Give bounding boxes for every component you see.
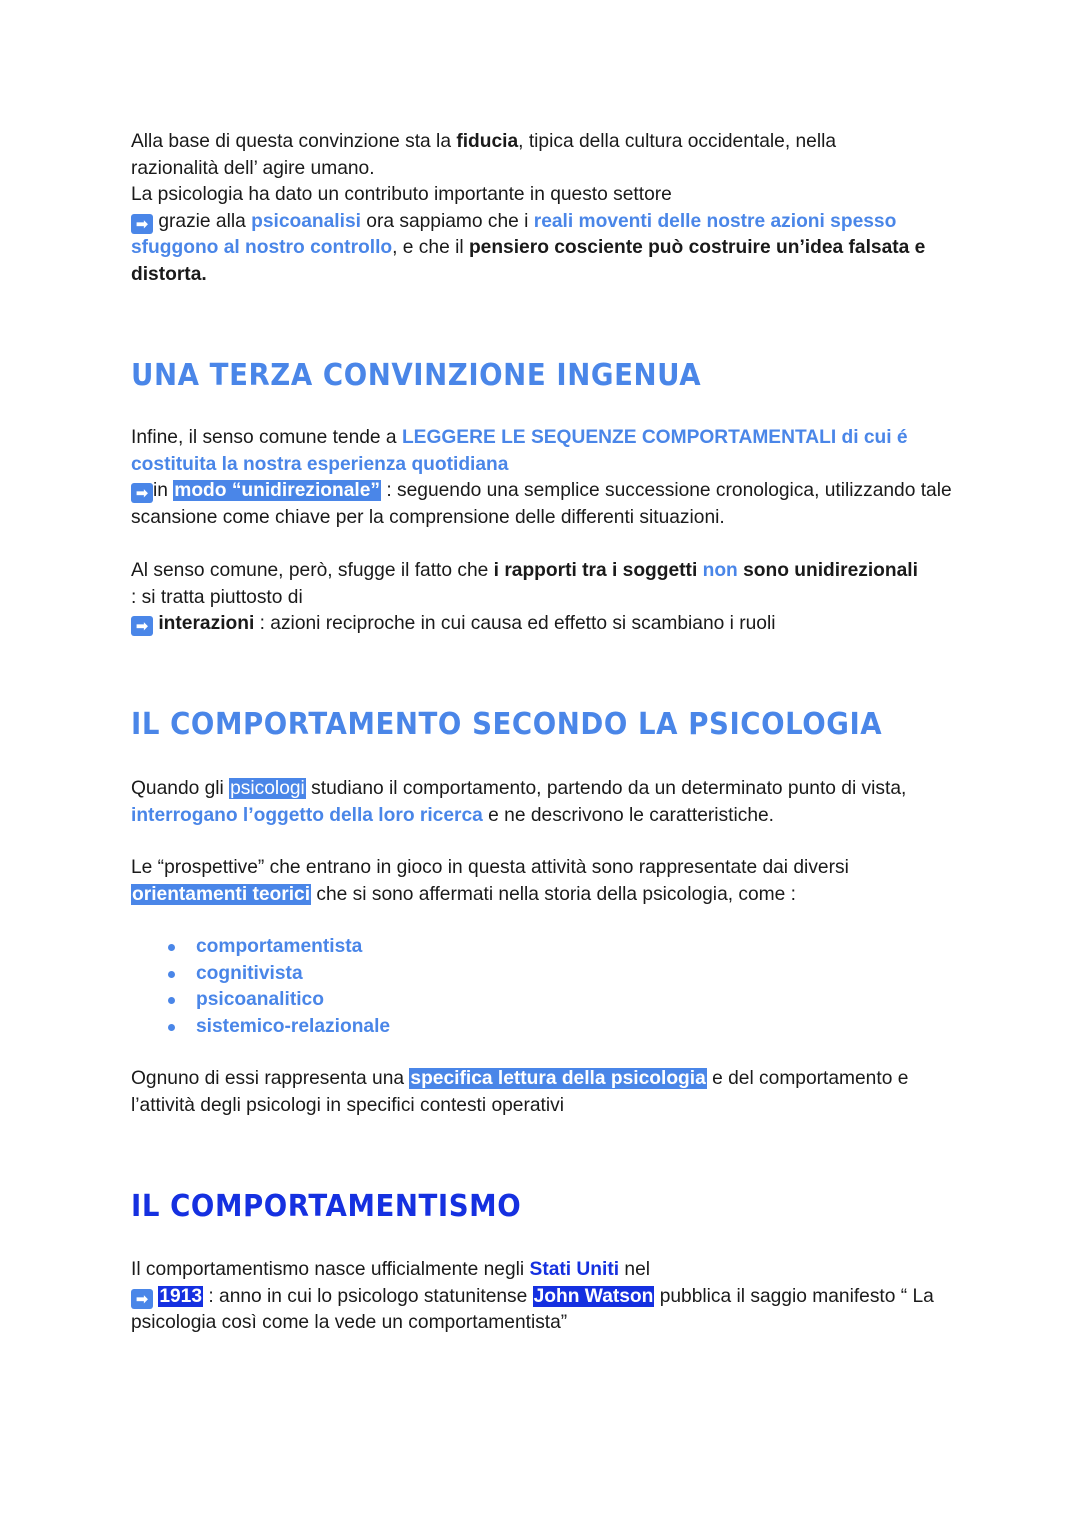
text: : seguendo una semplice successione cronologica, utilizzando tale scansione come chiave per la comprensione delle differenti situazioni.: [131, 480, 952, 528]
section-heading: UNA TERZA CONVINZIONE INGENUA: [131, 358, 702, 393]
text: , tipica della cultura occidentale, nella: [518, 131, 837, 152]
text: , e che il: [392, 237, 469, 258]
text: : azioni reciproche in cui causa ed effetto si scambiano i ruoli: [254, 613, 776, 634]
text: Al senso comune, però, sfugge il fatto che: [131, 560, 494, 581]
orientations-list: [131, 934, 961, 1040]
section-heading: IL COMPORTAMENTISMO: [131, 1189, 522, 1224]
text: : si tratta piuttosto di: [131, 586, 303, 608]
text: La psicologia ha dato un contributo importante in questo settore: [131, 184, 672, 205]
highlight-term: LEGGERE LE SEQUENZE COMPORTAMENTALI di cui é costituita la nostra esperienza quotidiana: [131, 427, 908, 475]
text: e ne descrivono le caratteristiche.: [482, 804, 775, 826]
text: Alla base di questa convinzione sta la: [131, 131, 457, 152]
highlighted-name: John Watson: [533, 1285, 654, 1307]
right-arrow-icon: ➡: [131, 1289, 153, 1309]
text: che si sono affermati nella storia della psicologia, come :: [311, 883, 796, 905]
highlight-term: reali moventi delle nostre azioni spesso sfuggono al nostro controllo: [131, 210, 897, 258]
list-item: cognitivista: [131, 961, 961, 988]
bold-term: fiducia: [456, 131, 519, 152]
highlight-term: psicoanalisi: [251, 210, 361, 232]
section-paragraph: [131, 558, 961, 638]
bold-term: pensiero cosciente può costruire un’idea falsata e distorta.: [131, 237, 926, 285]
text: razionalità dell’ agire umano.: [131, 157, 375, 179]
text: in: [153, 480, 174, 501]
text: pubblica il saggio manifesto “ La psicologia così come la vede un comportamentista”: [131, 1285, 934, 1333]
text: Le “prospettive” che entrano in gioco in questa attività sono rappresentate dai diversi: [131, 857, 849, 878]
highlighted-term: specifica lettura della psicologia: [410, 1068, 706, 1089]
highlight-term: interrogano l’oggetto della loro ricerca: [131, 804, 483, 826]
text: : anno in cui lo psicologo statunitense: [203, 1285, 533, 1307]
text: grazie alla: [153, 210, 252, 232]
highlighted-year: 1913: [159, 1285, 203, 1307]
highlighted-term: modo “unidirezionale”: [174, 480, 381, 501]
section-paragraph: [131, 425, 961, 531]
section-heading: IL COMPORTAMENTO SECONDO LA PSICOLOGIA: [131, 707, 883, 742]
text: studiano il comportamento, partendo da un determinato punto di vista,: [305, 778, 907, 799]
section-paragraph: [131, 855, 961, 908]
highlight-term: non: [702, 560, 738, 581]
section-paragraph: [131, 1066, 961, 1119]
text: nel: [619, 1259, 650, 1280]
highlight-term: Stati Uniti: [529, 1259, 620, 1280]
intro-paragraph: [131, 129, 961, 288]
text: Quando gli: [131, 778, 230, 799]
right-arrow-icon: ➡: [131, 483, 153, 503]
list-item: sistemico-relazionale: [131, 1014, 961, 1041]
section-paragraph: [131, 776, 961, 829]
list-item: comportamentista: [131, 934, 961, 961]
text: e del comportamento e l’attività degli psicologi in specifici contesti operativi: [131, 1068, 909, 1116]
text: Infine, il senso comune tende a: [131, 427, 402, 448]
highlighted-term: psicologi: [230, 778, 305, 799]
list-item: psicoanalitico: [131, 987, 961, 1014]
section-paragraph: [131, 1257, 961, 1337]
right-arrow-icon: ➡: [131, 214, 153, 234]
bold-term: i rapporti tra i soggetti: [493, 560, 703, 581]
highlighted-term: orientamenti teorici: [132, 883, 311, 905]
text: Ognuno di essi rappresenta una: [131, 1068, 410, 1089]
text: Il comportamentismo nasce ufficialmente negli: [131, 1259, 530, 1280]
bold-term: sono unidirezionali: [737, 560, 918, 581]
text: ora sappiamo che i: [360, 210, 534, 232]
right-arrow-icon: ➡: [131, 616, 153, 636]
bold-term: interazioni: [158, 613, 255, 634]
